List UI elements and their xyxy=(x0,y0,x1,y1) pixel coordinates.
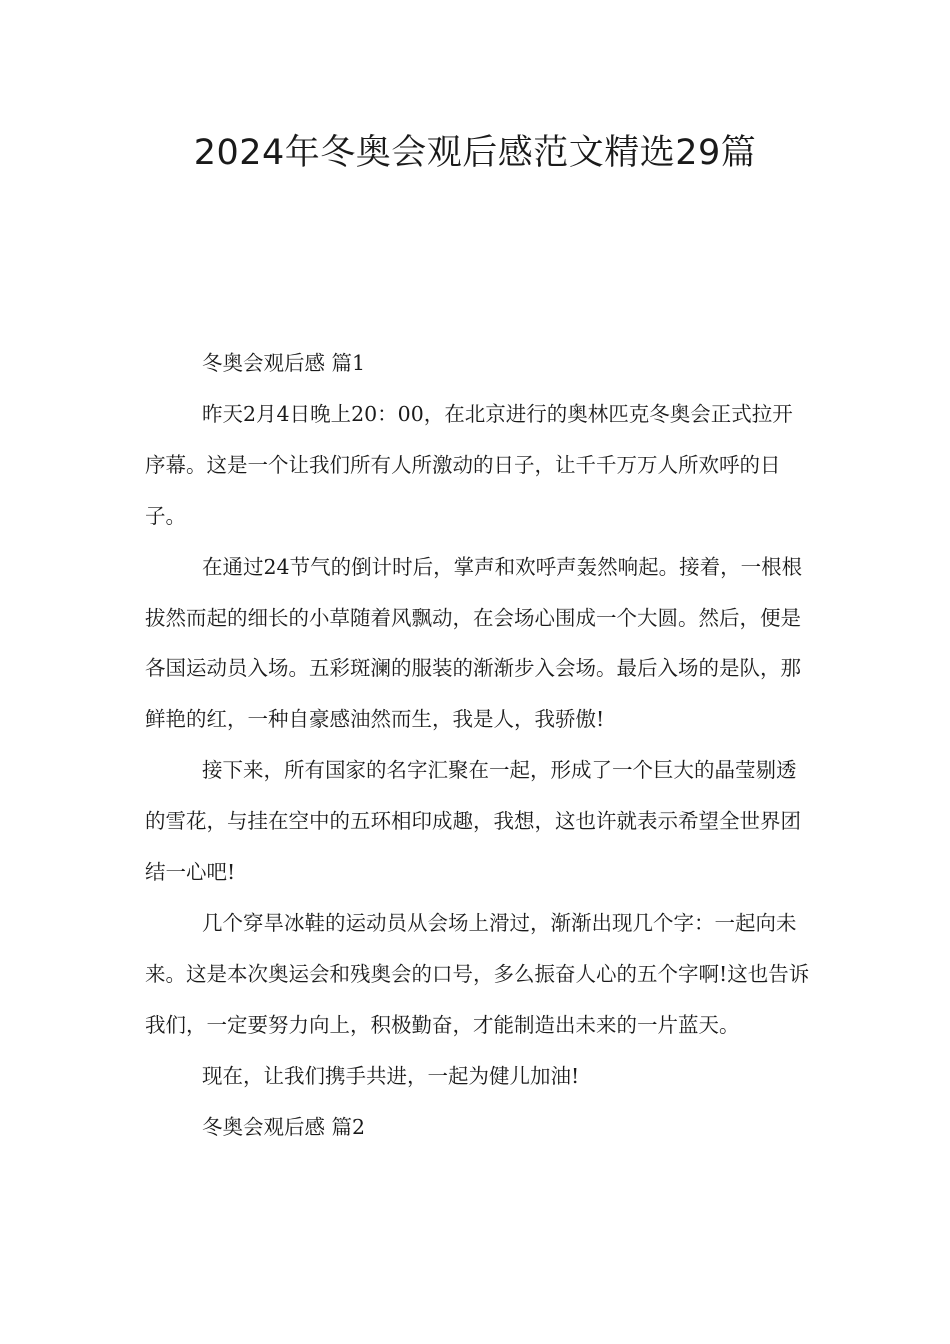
body-paragraph: 在通过24节气的倒计时后，掌声和欢呼声轰然响起。接着，一根根拔然而起的细长的小草随着风飘动，在会场心围成一个大圆。然后，便是各国运动员入场。五彩斑澜的服装的渐渐步入会场。最后入场的是队，那鲜艳的红，一种自豪感油然而生，我是人，我骄傲! xyxy=(145,554,803,732)
document-body xyxy=(145,338,810,1153)
document-title: 2024年冬奥会观后感范文精选29篇 xyxy=(193,133,757,173)
body-paragraph: 昨天2月4日晚上20：00，在北京进行的奥林匹克冬奥会正式拉开序幕。这是一个让我们所有人所激动的日子，让千千万万人所欢呼的日子。 xyxy=(145,401,793,528)
body-paragraph: 接下来，所有国家的名字汇聚在一起，形成了一个巨大的晶莹剔透的雪花，与挂在空中的五环相印成趣，我想，这也许就表示希望全世界团结一心吧! xyxy=(145,758,801,885)
section-heading: 冬奥会观后感 篇2 xyxy=(202,1114,366,1139)
body-paragraph: 几个穿旱冰鞋的运动员从会场上滑过，渐渐出现几个字：一起向未来。这是本次奥运会和残奥会的口号，多么振奋人心的五个字啊!这也告诉我们，一定要努力向上，积极勤奋，才能制造出未来的一片蓝天。 xyxy=(145,910,810,1037)
section-heading: 冬奥会观后感 篇1 xyxy=(202,351,366,375)
body-paragraph: 现在，让我们携手共进，一起为健儿加油! xyxy=(202,1063,580,1088)
